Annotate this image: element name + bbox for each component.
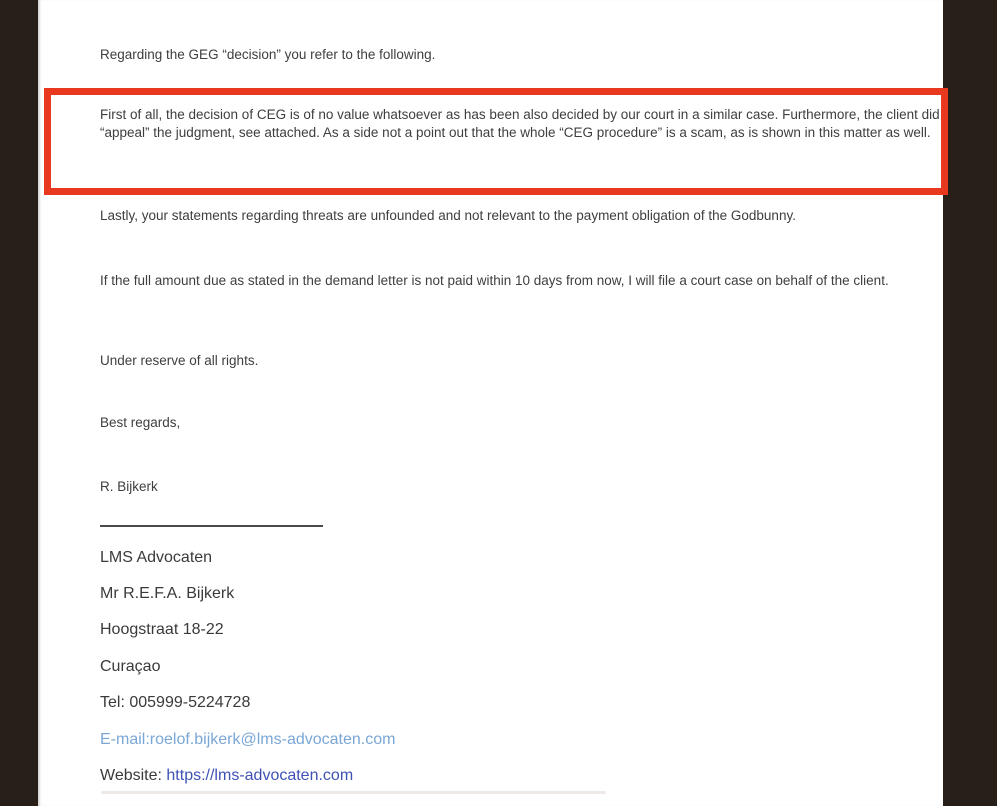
red-highlight-annotation-box <box>44 88 948 195</box>
cutoff-next-line-smear <box>101 791 606 794</box>
email-link[interactable]: E-mail:roelof.bijkerk@lms-advocaten.com <box>100 731 396 748</box>
signature-city: Curaçao <box>100 658 161 675</box>
signature-street: Hoogstraat 18-22 <box>100 621 224 638</box>
signature-email-row <box>100 730 395 750</box>
signature-full-name: Mr R.E.F.A. Bijkerk <box>100 585 235 602</box>
signature-firm: LMS Advocaten <box>100 549 213 566</box>
website-link[interactable]: https://lms-advocaten.com <box>166 767 354 784</box>
signer-name: R. Bijkerk <box>100 479 158 494</box>
lastly-paragraph: Lastly, your statements regarding threats are unfounded and not relevant to the payment obligation of the Godbunny. <box>100 208 796 223</box>
signature-separator-line <box>100 525 323 527</box>
intro-paragraph: Regarding the GEG “decision” you refer to the following. <box>100 47 436 62</box>
highlighted-paragraph: First of all, the decision of CEG is of no value whatsoever as has been also decided by our court in a similar case. Furthermore, the client did “appeal” the judgment, see attached. As a side not a point out that the whole “CEG procedure” is a scam, as is shown in this matter as well. <box>100 107 940 140</box>
reserve-line: Under reserve of all rights. <box>100 353 259 368</box>
deadline-paragraph: If the full amount due as stated in the demand letter is not paid within 10 days from now, I will file a court case on behalf of the client. <box>100 273 889 288</box>
closing-line: Best regards, <box>100 415 181 430</box>
signature-website-row <box>100 766 353 786</box>
website-label: Website: <box>100 767 167 784</box>
signature-phone: Tel: 005999-5224728 <box>100 694 251 711</box>
